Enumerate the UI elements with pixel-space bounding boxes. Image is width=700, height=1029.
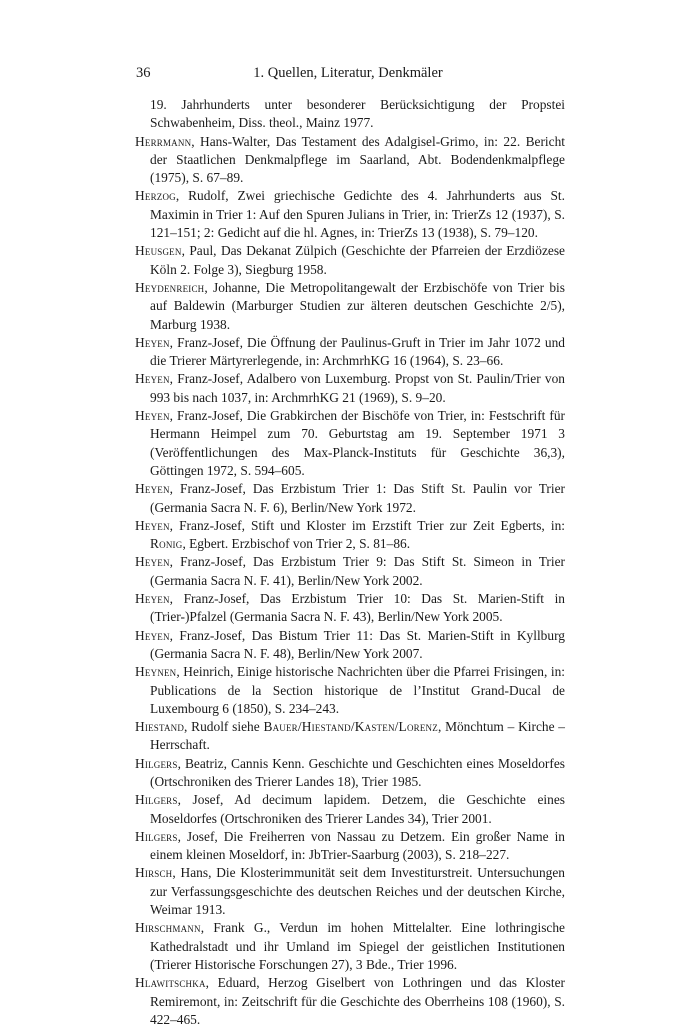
page-header (133, 63, 563, 83)
entry-text: , Heinrich, Einige historische Nachrichten über die Pfarrei Frisingen, in: Publications de la Section historique de l’Institut Grand-Ducal de Luxembourg 6 (1850), S. 234–243. (150, 664, 565, 716)
bibliography-entry (135, 919, 565, 974)
entry-text: 19. Jahrhunderts unter besonderer Berücksichtigung der Propstei Schwabenheim, Diss. theol., Mainz 1977. (150, 97, 565, 131)
entry-text: , Franz-Josef, Das Erzbistum Trier 10: Das St. Marien-Stift in (Trier-)Pfalzel (Germania Sacra N. F. 43), Berlin/New York 2005. (150, 591, 565, 625)
entry-text: , Franz-Josef, Das Erzbistum Trier 1: Das Stift St. Paulin vor Trier (Germania Sacra N. F. 6), Berlin/New York 1972. (150, 481, 565, 515)
entry-author: Hirschmann (135, 920, 201, 936)
entry-author: Heyen (135, 554, 170, 570)
bibliography-entry (135, 480, 565, 517)
entry-text: , Beatriz, Cannis Kenn. Geschichte und Geschichten eines Moseldorfes (Ortschroniken des Trierer Landes 18), Trier 1985. (150, 755, 565, 789)
bibliography-entry (135, 663, 565, 718)
entry-author: Herzog (135, 188, 176, 204)
entry-author: Heyen (135, 591, 170, 607)
entry-author: Heynen (135, 664, 177, 680)
entry-author: Heyen (135, 371, 170, 387)
page-number: 36 (136, 65, 151, 81)
entry-text: , Franz-Josef, Adalbero von Luxemburg. Propst von St. Paulin/Trier von 993 bis nach 1037, in: ArchmrhKG 21 (1969), S. 9–20. (150, 371, 565, 405)
entry-author: Hilgers (135, 792, 178, 808)
bibliography-entry (135, 187, 565, 242)
bibliography-entry (135, 553, 565, 590)
entry-text: , Franz-Josef, Das Bistum Trier 11: Das St. Marien-Stift in Kyllburg (Germania Sacra N. F. 48), Berlin/New York 2007. (150, 627, 565, 661)
entry-author: Heydenreich (135, 279, 205, 295)
bibliography-list (135, 96, 565, 1029)
bibliography-entry (135, 590, 565, 627)
bibliography-entry (135, 974, 565, 1029)
entry-text: , Josef, Die Freiherren von Nassau zu Detzem. Ein großer Name in einem kleinen Moseldorf, in: JbTrier-Saarburg (2003), S. 218–227. (150, 828, 565, 863)
entry-text-continued: , Egbert. Erzbischof von Trier 2, S. 81–86. (182, 536, 411, 552)
entry-author: Heyen (135, 408, 170, 424)
entry-text: , Rudolf, Zwei griechische Gedichte des 4. Jahrhunderts aus St. Maximin in Trier 1: Auf den Spuren Julians in Trier, in: TrierZs 12 (1937), S. 121–151; 2: Gedicht auf die hl. Agnes, in: TrierZs 13 (1938), S. 79–120. (150, 188, 565, 241)
entry-author: Heyen (135, 627, 170, 643)
entry-author: Heyen (135, 481, 170, 497)
entry-text-continued: , Mönchtum – Kirche – Herrschaft. (150, 719, 565, 753)
entry-author: Heusgen (135, 243, 182, 259)
entry-cross-reference-author: Bauer/Hiestand/Kasten/Lorenz (263, 719, 438, 735)
entry-author: Hiestand (135, 719, 185, 735)
bibliography-entry (135, 279, 565, 334)
bibliography-entry (135, 96, 565, 133)
bibliography-entry (135, 370, 565, 407)
entry-text: , Johanne, Die Metropolitangewalt der Erzbischöfe von Trier bis auf Baldewin (Marburger Studien zur älteren deutschen Geschichte 2/5), Marburg 1938. (150, 279, 565, 332)
bibliography-entry (135, 828, 565, 865)
entry-text: , Eduard, Herzog Giselbert von Lothringen und das Kloster Remiremont, in: Zeitschrift für die Geschichte des Oberrheins 108 (1960), S. 422–465. (150, 975, 565, 1027)
entry-text: , Hans, Die Klosterimmunität seit dem Investiturstreit. Untersuchungen zur Verfassungsgeschichte des deutschen Reiches und der deutschen Kirche, Weimar 1913. (150, 865, 565, 918)
bibliography-entry (135, 334, 565, 371)
bibliography-entry (135, 407, 565, 480)
entry-author: Heyen (135, 517, 170, 533)
entry-text: , Frank G., Verdun im hohen Mittelalter. Eine lothringische Kathedralstadt und ihr Umland im Spiegel der geistlichen Institutionen (Trierer Historische Forschungen 27), 3 Bde., Trier 1996. (150, 920, 565, 972)
entry-text: , Paul, Das Dekanat Zülpich (Geschichte der Pfarreien der Erzdiözese Köln 2. Folge 3), Siegburg 1958. (150, 243, 565, 277)
entry-text: , Franz-Josef, Die Grabkirchen der Bischöfe von Trier, in: Festschrift für Hermann Heimpel zum 70. Geburtstag am 19. September 1971 3 (Veröffentlichungen des Max-Planck-Instituts für Geschichte 36,3), Göttingen 1972, S. 594–605. (150, 408, 565, 478)
entry-cross-reference-author: Ronig (150, 536, 183, 552)
entry-author: Herrmann (135, 133, 192, 149)
entry-text: , Hans-Walter, Das Testament des Adalgisel-Grimo, in: 22. Bericht der Staatlichen Denkmalpflege im Saarland, Abt. Bodendenkmalpflege (1975), S. 67–89. (150, 133, 565, 186)
bibliography-entry (135, 864, 565, 919)
entry-author: Heyen (135, 334, 170, 350)
entry-author: Hilgers (135, 828, 178, 844)
bibliography-entry (135, 755, 565, 792)
bibliography-entry (135, 517, 565, 554)
bibliography-entry (135, 791, 565, 828)
entry-text: , Franz-Josef, Stift und Kloster im Erzstift Trier zur Zeit Egberts, in: (169, 517, 565, 533)
running-title: 1. Quellen, Literatur, Denkmäler (253, 65, 443, 81)
entry-text: , Franz-Josef, Die Öffnung der Paulinus-Gruft in Trier im Jahr 1072 und die Trierer Märtyrerlegende, in: ArchmrhKG 16 (1964), S. 23–66. (150, 334, 565, 369)
bibliography-entry (135, 718, 565, 755)
entry-text: , Rudolf siehe (184, 719, 264, 735)
bibliography-entry (135, 627, 565, 664)
entry-text: , Josef, Ad decimum lapidem. Detzem, die Geschichte eines Moseldorfes (Ortschroniken des Trierer Landes 34), Trier 2001. (150, 792, 565, 826)
bibliography-entry (135, 242, 565, 279)
entry-text: , Franz-Josef, Das Erzbistum Trier 9: Das Stift St. Simeon in Trier (Germania Sacra N. F. 41), Berlin/New York 2002. (150, 554, 565, 588)
bibliography-entry (135, 133, 565, 188)
entry-author: Hilgers (135, 755, 178, 771)
entry-author: Hirsch (135, 865, 173, 881)
entry-author: Hlawitschka (135, 975, 206, 991)
